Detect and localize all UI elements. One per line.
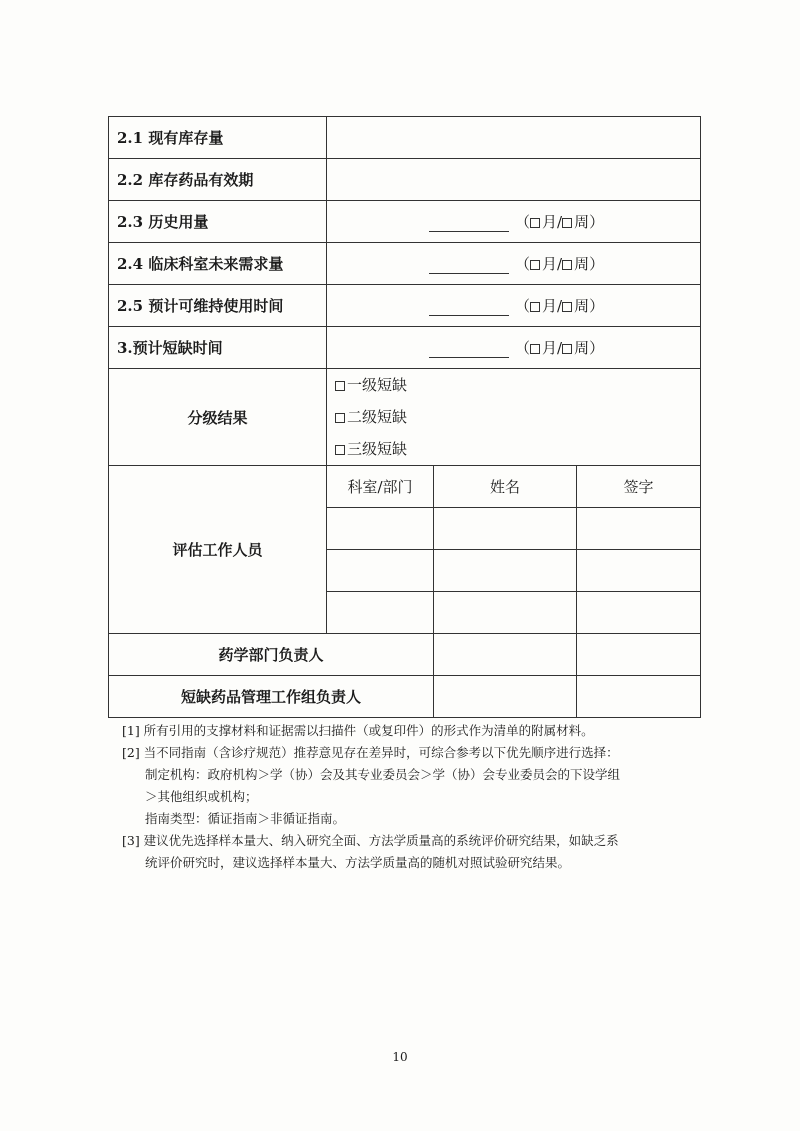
blank-line[interactable] — [429, 215, 509, 232]
grade-option-1[interactable]: 一级短缺 — [327, 369, 700, 401]
cell-department[interactable] — [327, 592, 434, 634]
cell-department[interactable] — [327, 550, 434, 592]
cell-pharmacy-head-extra[interactable] — [577, 634, 701, 676]
note-2-type: 指南类型：循证指南＞非循证指南。 — [145, 811, 346, 826]
label-shortage-group-head: 短缺药品管理工作组负责人 — [109, 676, 434, 718]
grading-options — [327, 369, 701, 466]
checkbox-month[interactable] — [530, 218, 540, 228]
checkbox-month[interactable] — [530, 260, 540, 270]
label-historical-usage: 2.3 历史用量 — [109, 201, 327, 243]
checkbox-month[interactable] — [530, 302, 540, 312]
field-stock-expiry[interactable] — [327, 159, 701, 201]
checkbox-week[interactable] — [562, 218, 572, 228]
header-signature: 签字 — [577, 466, 701, 508]
cell-name[interactable] — [434, 508, 577, 550]
note-2-org-cont: ＞其他组织或机构； — [145, 789, 258, 804]
note-3: [3] 建议优先选择样本量大、纳入研究全面、方法学质量高的系统评价研究结果，如缺乏系 — [122, 833, 619, 848]
cell-signature[interactable] — [577, 550, 701, 592]
field-shortage-time[interactable]: （ 月/ 周） — [327, 327, 701, 369]
header-name: 姓名 — [434, 466, 577, 508]
cell-shortage-head-sign[interactable] — [434, 676, 577, 718]
checkbox-month[interactable] — [530, 344, 540, 354]
blank-line[interactable] — [429, 257, 509, 274]
label-shortage-time: 3.预计短缺时间 — [109, 327, 327, 369]
grade-option-3[interactable]: 三级短缺 — [327, 433, 700, 465]
label-future-demand: 2.4 临床科室未来需求量 — [109, 243, 327, 285]
field-sustain-time[interactable]: （ 月/ 周） — [327, 285, 701, 327]
cell-department[interactable] — [327, 508, 434, 550]
checkbox-week[interactable] — [562, 344, 572, 354]
field-current-stock[interactable] — [327, 117, 701, 159]
note-2-org: 制定机构：政府机构＞学（协）会及其专业委员会＞学（协）会专业委员会的下设学组 — [145, 767, 621, 782]
field-future-demand[interactable]: （ 月/ 周） — [327, 243, 701, 285]
note-1: [1] 所有引用的支撑材料和证据需以扫描件（或复印件）的形式作为清单的附属材料。 — [122, 723, 594, 738]
label-assessors: 评估工作人员 — [109, 466, 327, 634]
cell-name[interactable] — [434, 592, 577, 634]
cell-signature[interactable] — [577, 508, 701, 550]
blank-line[interactable] — [429, 299, 509, 316]
note-3-cont: 统评价研究时，建议选择样本量大、方法学质量高的随机对照试验研究结果。 — [145, 855, 571, 870]
header-department: 科室/部门 — [327, 466, 434, 508]
label-stock-expiry: 2.2 库存药品有效期 — [109, 159, 327, 201]
field-historical-usage[interactable]: （ 月/ 周） — [327, 201, 701, 243]
cell-name[interactable] — [434, 550, 577, 592]
checkbox-icon[interactable] — [335, 381, 345, 391]
label-pharmacy-head: 药学部门负责人 — [109, 634, 434, 676]
cell-signature[interactable] — [577, 592, 701, 634]
checkbox-icon[interactable] — [335, 445, 345, 455]
label-grading-result: 分级结果 — [109, 369, 327, 466]
note-2: [2] 当不同指南（含诊疗规范）推荐意见存在差异时，可综合参考以下优先顺序进行选择： — [122, 745, 619, 760]
grade-option-2[interactable]: 二级短缺 — [327, 401, 700, 433]
checkbox-week[interactable] — [562, 260, 572, 270]
checkbox-week[interactable] — [562, 302, 572, 312]
label-sustain-time: 2.5 预计可维持使用时间 — [109, 285, 327, 327]
cell-shortage-head-extra[interactable] — [577, 676, 701, 718]
cell-pharmacy-head-sign[interactable] — [434, 634, 577, 676]
page-number: 10 — [392, 1050, 408, 1064]
label-current-stock: 2.1 现有库存量 — [109, 117, 327, 159]
checkbox-icon[interactable] — [335, 413, 345, 423]
shortage-assessment-table — [108, 116, 701, 718]
blank-line[interactable] — [429, 341, 509, 358]
footnotes — [122, 720, 697, 874]
